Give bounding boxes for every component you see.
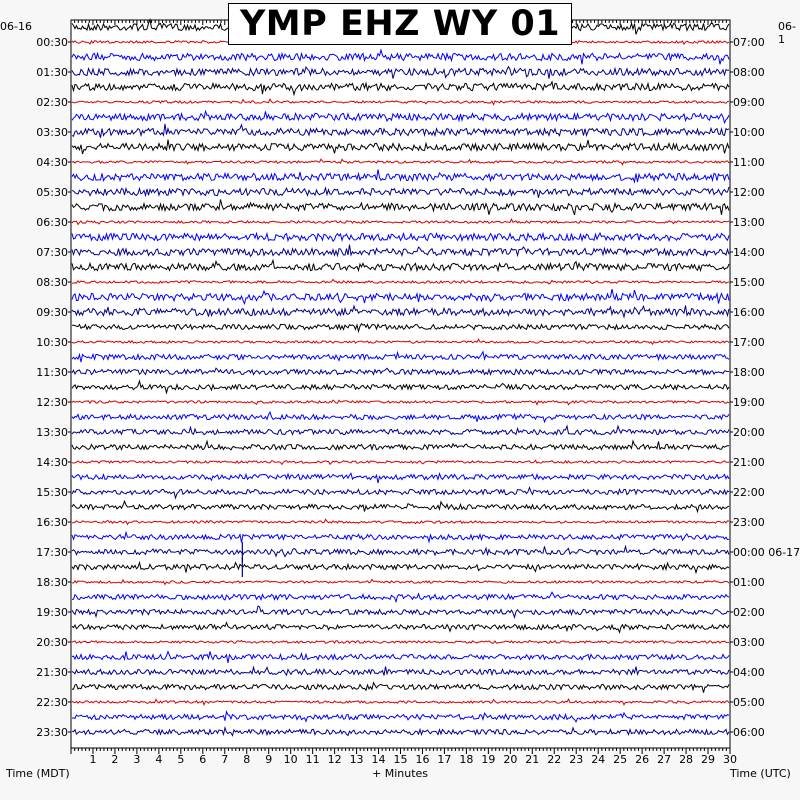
- x-tick-label: 6: [199, 753, 207, 766]
- left-time-label: 10:30: [36, 336, 68, 349]
- left-time-label: 12:30: [36, 396, 68, 409]
- right-time-label: 11:00: [733, 156, 765, 169]
- x-tick-label: 3: [133, 753, 141, 766]
- right-time-label: 16:00: [733, 306, 765, 319]
- right-time-label: 17:00: [733, 336, 765, 349]
- left-time-label: 18:30: [36, 576, 68, 589]
- left-time-label: 07:30: [36, 246, 68, 259]
- left-time-label: 20:30: [36, 636, 68, 649]
- left-axis-title: Time (MDT): [6, 767, 70, 780]
- left-time-label: 14:30: [36, 456, 68, 469]
- x-tick-label: 30: [723, 753, 737, 766]
- left-time-label: 23:30: [36, 726, 68, 739]
- right-time-label: 19:00: [733, 396, 765, 409]
- x-tick-label: 13: [349, 753, 364, 766]
- x-tick-label: 27: [657, 753, 672, 766]
- chart-title: YMP EHZ WY 01: [228, 3, 572, 45]
- right-time-label: 23:00: [733, 516, 765, 529]
- x-tick-label: 21: [525, 753, 540, 766]
- x-tick-label: 29: [701, 753, 716, 766]
- left-time-label: 02:30: [36, 96, 68, 109]
- left-time-label: 00:30: [36, 36, 68, 49]
- x-tick-label: 16: [415, 753, 430, 766]
- right-time-label: 00:00 06-17: [733, 546, 800, 559]
- x-tick-label: 24: [591, 753, 606, 766]
- x-tick-label: 20: [503, 753, 518, 766]
- x-axis-title: + Minutes: [372, 767, 429, 780]
- x-tick-label: 19: [481, 753, 496, 766]
- x-tick-label: 1: [89, 753, 97, 766]
- left-time-label: 11:30: [36, 366, 68, 379]
- x-tick-label: 2: [111, 753, 119, 766]
- x-tick-label: 9: [265, 753, 273, 766]
- x-tick-label: 12: [327, 753, 342, 766]
- right-time-label: 20:00: [733, 426, 765, 439]
- right-time-label: 03:00: [733, 636, 765, 649]
- right-axis-title: Time (UTC): [730, 767, 791, 780]
- left-time-label: 05:30: [36, 186, 68, 199]
- x-tick-label: 11: [305, 753, 320, 766]
- right-time-label: 06:00: [733, 726, 765, 739]
- right-time-label: 22:00: [733, 486, 765, 499]
- x-tick-label: 10: [283, 753, 298, 766]
- left-time-label: 22:30: [36, 696, 68, 709]
- right-time-label: 14:00: [733, 246, 765, 259]
- x-tick-label: 22: [547, 753, 562, 766]
- x-tick-label: 14: [371, 753, 386, 766]
- left-time-label: 17:30: [36, 546, 68, 559]
- right-time-label: 08:00: [733, 66, 765, 79]
- start-date-left: 06-16: [0, 20, 32, 33]
- x-tick-label: 17: [437, 753, 452, 766]
- left-time-axis: [36, 36, 71, 739]
- left-time-label: 06:30: [36, 216, 68, 229]
- x-tick-label: 8: [243, 753, 251, 766]
- right-time-label: 04:00: [733, 666, 765, 679]
- x-tick-label: 4: [155, 753, 163, 766]
- right-time-label: 02:00: [733, 606, 765, 619]
- x-tick-label: 15: [393, 753, 408, 766]
- right-time-label: 01:00: [733, 576, 765, 589]
- right-time-label: 21:00: [733, 456, 765, 469]
- x-tick-label: 23: [569, 753, 584, 766]
- x-tick-label: 18: [459, 753, 474, 766]
- right-time-label: 09:00: [733, 96, 765, 109]
- right-time-label: 15:00: [733, 276, 765, 289]
- x-tick-label: 26: [635, 753, 650, 766]
- right-time-axis: [730, 36, 800, 739]
- right-time-label: 07:00: [733, 36, 765, 49]
- right-time-label: 12:00: [733, 186, 765, 199]
- left-time-label: 03:30: [36, 126, 68, 139]
- right-time-label: 13:00: [733, 216, 765, 229]
- x-tick-label: 7: [221, 753, 229, 766]
- right-time-label: 10:00: [733, 126, 765, 139]
- start-date-right: 06-1: [778, 20, 796, 46]
- x-tick-label: 5: [177, 753, 185, 766]
- left-time-label: 19:30: [36, 606, 68, 619]
- left-time-label: 08:30: [36, 276, 68, 289]
- left-time-label: 01:30: [36, 66, 68, 79]
- left-time-label: 09:30: [36, 306, 68, 319]
- right-time-label: 05:00: [733, 696, 765, 709]
- left-time-label: 04:30: [36, 156, 68, 169]
- x-tick-label: 25: [613, 753, 628, 766]
- left-time-label: 21:30: [36, 666, 68, 679]
- right-time-label: 18:00: [733, 366, 765, 379]
- left-time-label: 16:30: [36, 516, 68, 529]
- plot-area: [71, 20, 730, 748]
- left-time-label: 13:30: [36, 426, 68, 439]
- left-time-label: 15:30: [36, 486, 68, 499]
- x-tick-label: 28: [679, 753, 694, 766]
